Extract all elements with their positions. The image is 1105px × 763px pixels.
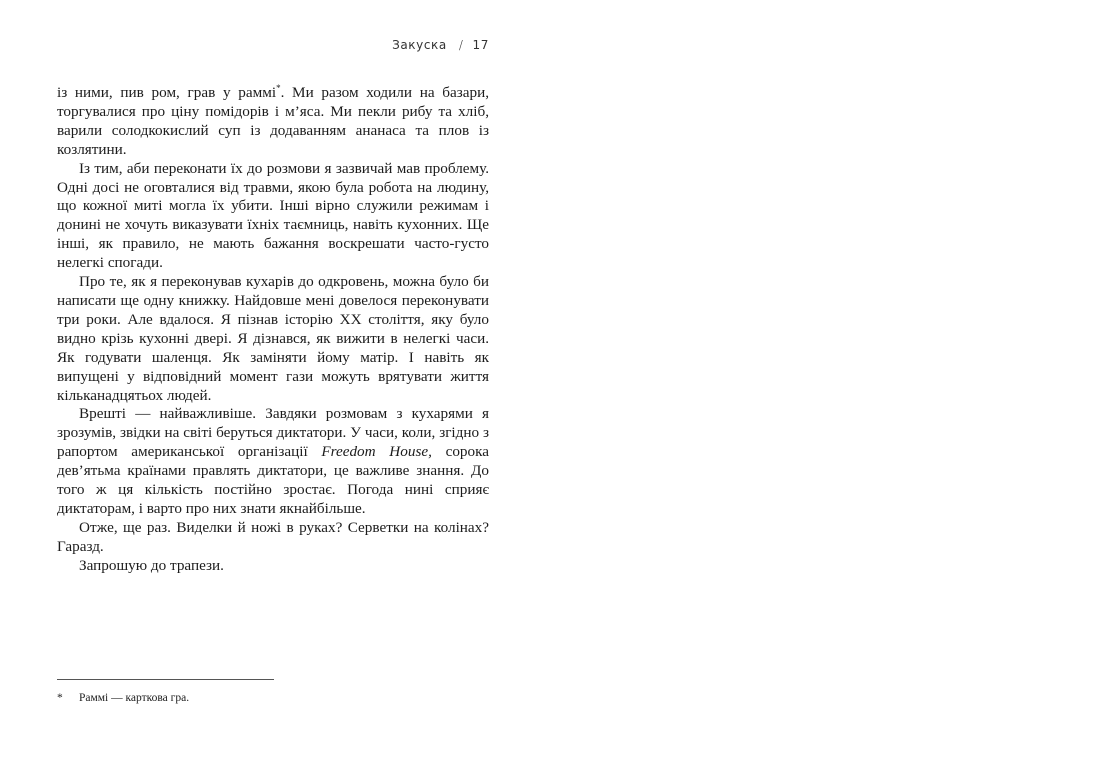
body-text xyxy=(57,84,489,576)
organization-name: Freedom House, xyxy=(321,443,432,461)
paragraph-1 xyxy=(57,84,489,160)
paragraph-4-text-a: Врешті — найважливіше. Завдяки розмовам з кухарями я зрозумів, звідки на світі беруться диктатори. У часи, коли, згідно з рапортом американської організації xyxy=(57,405,489,461)
paragraph-3: Про те, як я переконував кухарів до одкровень, можна було би написати ще одну книжку. Найдовше мені довелося переконувати три роки. Але вдалося. Я пізнав історію ХХ століття, яку було видно крізь кухонні двері. Я дізнався, як вижити в нелегкі часи. Як годувати шаленця. Як заміняти йому матір. І навіть як випущені у відповідний момент гази можуть врятувати життя кільканадцятьох людей. xyxy=(57,273,489,404)
footnote-marker: * xyxy=(57,692,63,704)
paragraph-6: Запрошую до трапези. xyxy=(79,556,224,574)
paragraph-1-text-b: . Ми разом ходили на базари, торгувалися про ціну помідорів і м’яса. Ми пекли рибу та хліб, варили солодкокислий суп із додаванням ананаса та плов із козлятини. xyxy=(57,84,489,158)
footnote-divider xyxy=(57,679,274,680)
paragraph-4 xyxy=(57,405,489,518)
section-title: Закуска xyxy=(392,38,447,52)
page-number: 17 xyxy=(472,38,489,52)
footnote-text: Раммі — карткова гра. xyxy=(79,692,190,704)
footnote-reference: * xyxy=(276,82,281,93)
paragraph-5: Отже, ще раз. Виделки й ножі в руках? Серветки на колінах? Гаразд. xyxy=(57,518,489,555)
running-header xyxy=(57,38,489,52)
paragraph-4-text-b: сорока дев’ятьма країнами правлять диктатори, це важливе знання. До того ж ця кількість постійно зростає. Погода нині сприяє диктаторам, і варто про них знати якнайбільше. xyxy=(57,443,489,517)
paragraph-2: Із тим, аби переконати їх до розмови я зазвичай мав проблему. Одні досі не оговталися від травми, якою була робота на людину, що кожної миті могла їх убити. Інші вірно служили режимам і донині не хочуть виказувати їхніх таємниць, навіть кухонних. Ще інші, як правило, не мають бажання воскрешати часто-густо нелегкі спогади. xyxy=(57,159,489,272)
paragraph-1-text-a: із ними, пив ром, грав у раммі xyxy=(57,84,277,101)
header-separator: / xyxy=(458,38,464,52)
footnote xyxy=(57,691,489,706)
